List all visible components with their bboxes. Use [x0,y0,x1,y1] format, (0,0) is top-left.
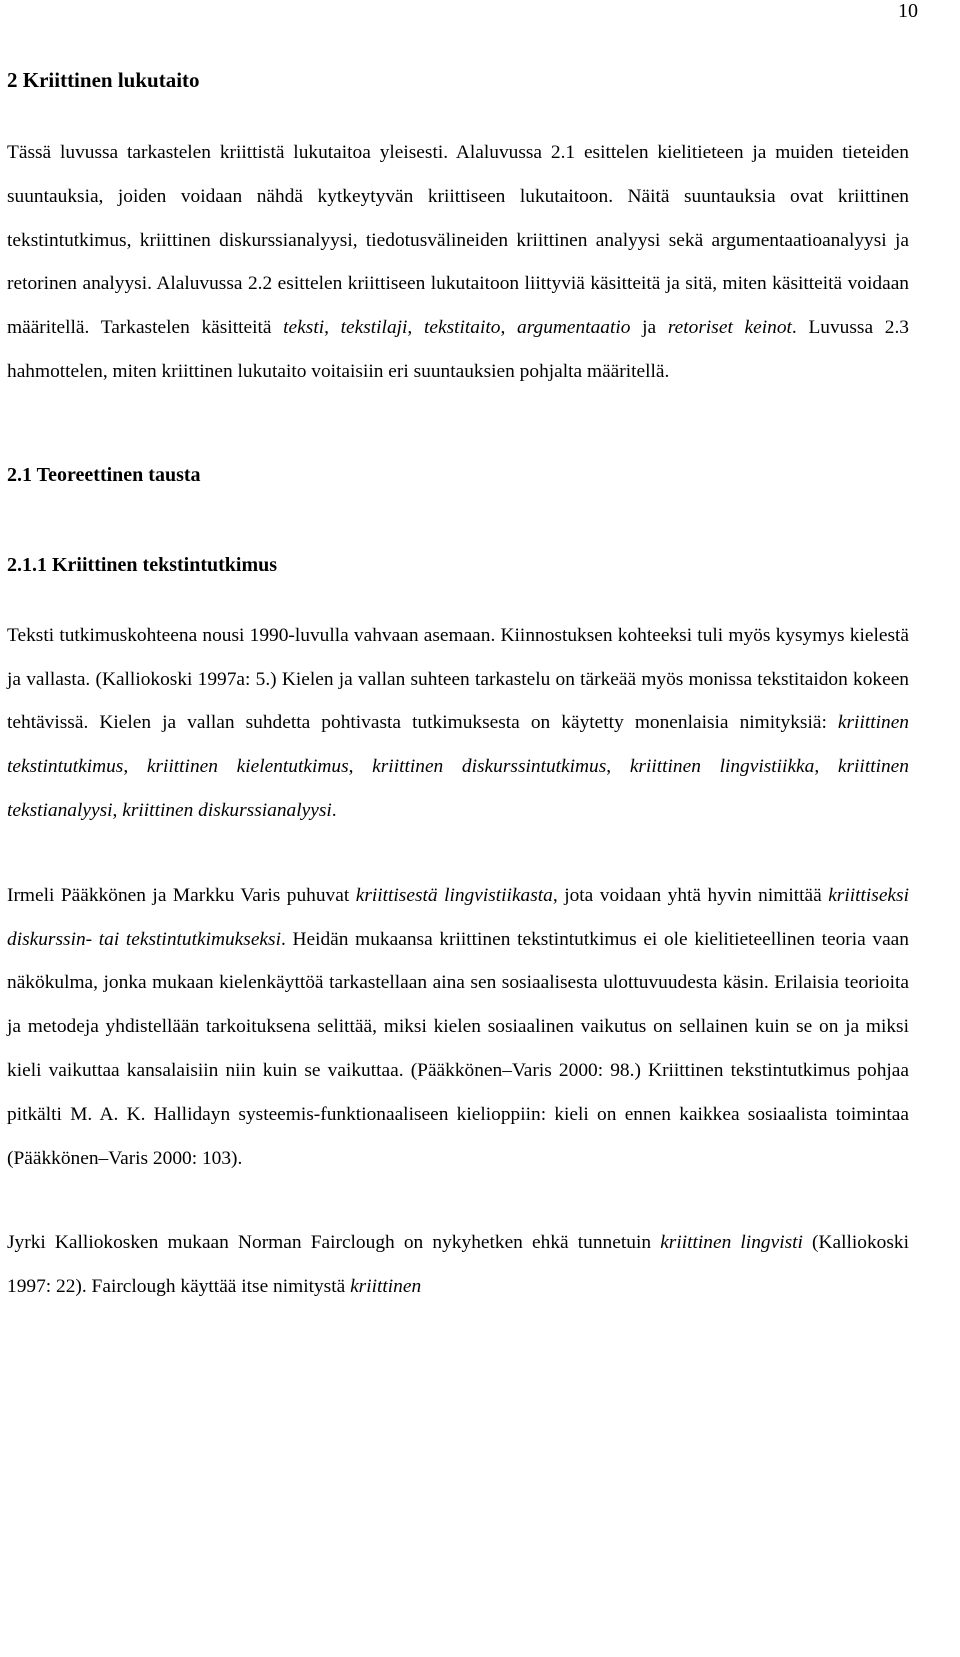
text-run: . [331,799,337,821]
text-run: Jyrki Kalliokosken mukaan Norman Fairclough on nykyhetken ehkä tunnetuin [7,1232,661,1254]
text-run: . Heidän mukaansa kriittinen tekstintutkimus ei ole kielitieteellinen teoria vaan näkökulma, jonka mukaan kielenkäyttöä tarkastellaan aina sen sosiaalisesta ulottuvuudesta käsin. Erilaisia teorioita ja metodeja yhdistellään tarkoituksena selittää, miksi kielen sosiaalinen vaikutus on sellainen kuin se on ja miksi kieli vaikuttaa kansalaisiin niin kuin se vaikuttaa. (Pääkkönen–Varis 2000: 98.) Kriittinen tekstintutkimus pohjaa pitkälti M. A. K. Hallidayn systeemis-funktionaaliseen kielioppiin: kieli on ennen kaikkea sosiaalista toimintaa (Pääkkönen–Varis 2000: 103). [7,928,909,1169]
text-run: , [606,756,630,778]
text-run: , [407,317,424,339]
page-number: 10 [898,0,918,22]
text-run: , [348,756,373,778]
text-run: , [814,756,838,778]
text-run: ja [630,317,668,339]
text-run: Tässä luvussa tarkastelen kriittistä lukutaitoa yleisesti. Alaluvussa 2.1 esittelen kielitieteen ja muiden tieteiden suuntauksia, joiden voidaan nähdä kytkeytyvän kriittiseen lukutaitoon. Näitä suuntauksia ovat kriittinen tekstintutkimus, kriittinen diskurssianalyysi, tiedotusvälineiden kriittinen analyysi sekä argumentaatioanalyysi ja retorinen analyysi. Alaluvussa 2.2 esittelen kriittiseen lukutaitoon liittyviä käsitteitä ja sitä, miten käsitteitä voidaan määritellä. Tarkastelen käsitteitä [7,142,909,339]
text-run: . Luvussa 2.3 hahmottelen, miten kriittinen lukutaito voitaisiin eri suuntauksien pohjalta määritellä. [7,317,909,382]
italic-term: kriittinen diskurssintutkimus [372,756,607,778]
italic-term: tekstitaito [423,317,501,339]
body-paragraph-1 [7,614,909,833]
italic-term: argumentaatio [517,317,631,339]
body-paragraph-3 [7,1221,909,1309]
italic-term: kriittinen lingvisti [660,1232,803,1254]
italic-term: kriittinen diskurssianalyysi [122,799,332,821]
subsection-heading-2-1-1: 2.1.1 Kriittinen tekstintutkimus [7,553,278,576]
italic-term: kriittinen lingvistiikka [629,756,815,778]
italic-term: tekstilaji [340,317,408,339]
text-run: (Kalliokoski 1997: 22). Fairclough käyttää itse nimitystä [7,1232,910,1298]
italic-term: kriittinen tekstintutkimus [7,712,909,778]
intro-paragraph [7,131,909,394]
body-paragraph-2 [7,874,909,1181]
text-run: , [123,756,147,778]
italic-term: kriittisestä lingvistiikasta [355,884,553,906]
italic-term: kriittinen [350,1276,422,1298]
text-run: Irmeli Pääkkönen ja Markku Varis puhuvat [7,884,356,906]
italic-term: kriittinen kielentutkimus [146,756,349,778]
italic-term: retoriset keinot [667,317,792,339]
chapter-heading: 2 Kriittinen lukutaito [7,68,200,92]
text-run: Teksti tutkimuskohteena nousi 1990-luvulla vahvaan asemaan. Kiinnostuksen kohteeksi tuli myös kysymys kielestä ja vallasta. (Kalliokoski 1997a: 5.) Kielen ja vallan suhteen tarkastelu on tärkeää myös monissa tekstitaidon kokeen tehtävissä. Kielen ja vallan suhdetta pohtivasta tutkimuksesta on käytetty monenlaisia nimityksiä: [7,624,909,734]
italic-term: kriittinen tekstianalyysi [7,756,909,821]
text-run: , [112,799,123,821]
text-run: , [500,317,517,339]
text-run: , jota voidaan yhtä hyvin nimittää [552,884,829,906]
italic-term: kriittiseksi diskurssin- tai tekstintutkimukseksi [7,884,909,950]
section-heading-2-1: 2.1 Teoreettinen tausta [7,463,201,486]
italic-term: teksti [283,317,325,339]
document-body [7,64,909,1309]
text-run: , [324,317,341,339]
